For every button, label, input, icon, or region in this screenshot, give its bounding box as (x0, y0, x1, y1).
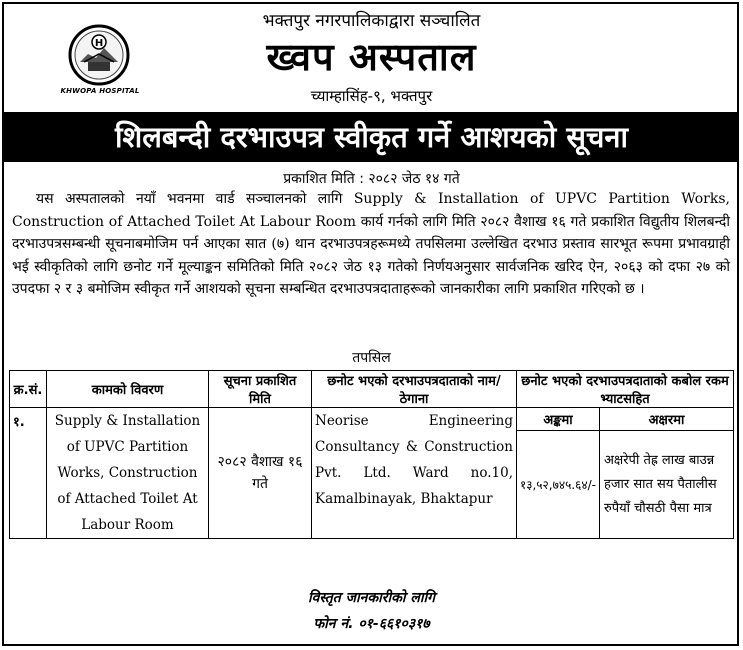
header-notice-date: सूचना प्रकाशित मिति (209, 371, 312, 408)
bid-table (9, 370, 734, 539)
header-amount-figures: अङ्कमा (517, 408, 600, 431)
header-description: कामको विवरण (47, 371, 209, 408)
header-sn: क्र.सं. (10, 371, 47, 408)
notice-title-banner (4, 112, 739, 162)
row-amount-figures: १३,५२,७४५.६४/- (517, 431, 600, 539)
logo-caption: KHWOPA HOSPITAL (60, 87, 140, 95)
schedule-title: तपसिल (352, 350, 391, 366)
header-amount-words: अक्षरमा (599, 408, 733, 431)
row-sn: १. (10, 408, 47, 539)
published-date: प्रकाशित मिति : २०८२ जेठ १४ गते (283, 171, 460, 187)
row-bidder: Neorise Engineering Consultancy & Construction Pvt. Ltd. Ward no.10, Kamalbinayak, Bhaktapur (312, 408, 517, 539)
row-description: Supply & Installation of UPVC Partition Works, Construction of Attached Toilet At Labour Room (47, 408, 209, 539)
table-row (10, 408, 734, 431)
footer-info-label: विस्तृत जानकारीको लागि (307, 590, 436, 606)
header-bidder: छनोट भएको दरभाउपत्रदाताको नाम/ठेगाना (312, 371, 517, 408)
table-header-row (10, 371, 734, 408)
notice-body: यस अस्पतालको नयाँ भवनमा वार्ड सञ्चालनको लागि Supply & Installation of UPVC Partition Works, Construction of Attached Toilet At Labour Room कार्य गर्नको लागि मिति २०८२ वैशाख १६ गते प्रकाशित विद्युतीय शिलबन्दी दरभाउपत्रसम्बन्धी सूचनाबमोजिम पर्न आएका सात (७) थान दरभाउपत्रहरूमध्ये तपसिलमा उल्लेखित दरभाउ प्रस्ताव सारभूत रूपमा प्रभावग्राही भई स्वीकृतिको लागि छनोट गर्ने मूल्याङ्कन समितिको मिति २०८२ जेठ १३ गतेको निर्णयअनुसार सार्वजनिक खरिद ऐन, २०६३ को दफा २७ को उपदफा २ र ३ बमोजिम स्वीकृत गर्ने आशयको सूचना सम्बन्धित दरभाउपत्रदाताहरूको जानकारीका लागि प्रकाशित गरिएको छ । (12, 191, 730, 297)
notice-title: शिलबन्दी दरभाउपत्र स्वीकृत गर्ने आशयको सूचना (114, 120, 629, 154)
managed-by-line: भक्तपुर नगरपालिकाद्वारा सञ्चालित (262, 11, 481, 31)
row-notice-date: २०८२ वैशाख १६ गते (209, 408, 312, 539)
row-amount-words: अक्षरेपी तेह्र लाख बाउन्न हजार सात सय पैतालीस रुपैयाँ चौसठी पैसा मात्र (599, 431, 733, 539)
hospital-address: च्याम्हासिंह-९, भक्तपुर (310, 87, 433, 105)
hospital-name: ख्वप अस्पताल (266, 35, 477, 79)
svg-text:H: H (94, 38, 104, 49)
header-amount: छनोट भएको दरभाउपत्रदाताको कबोल रकम भ्याटसहित (517, 371, 734, 408)
footer-phone: फोन नं. ०१-६६१०३१७ (313, 616, 430, 632)
